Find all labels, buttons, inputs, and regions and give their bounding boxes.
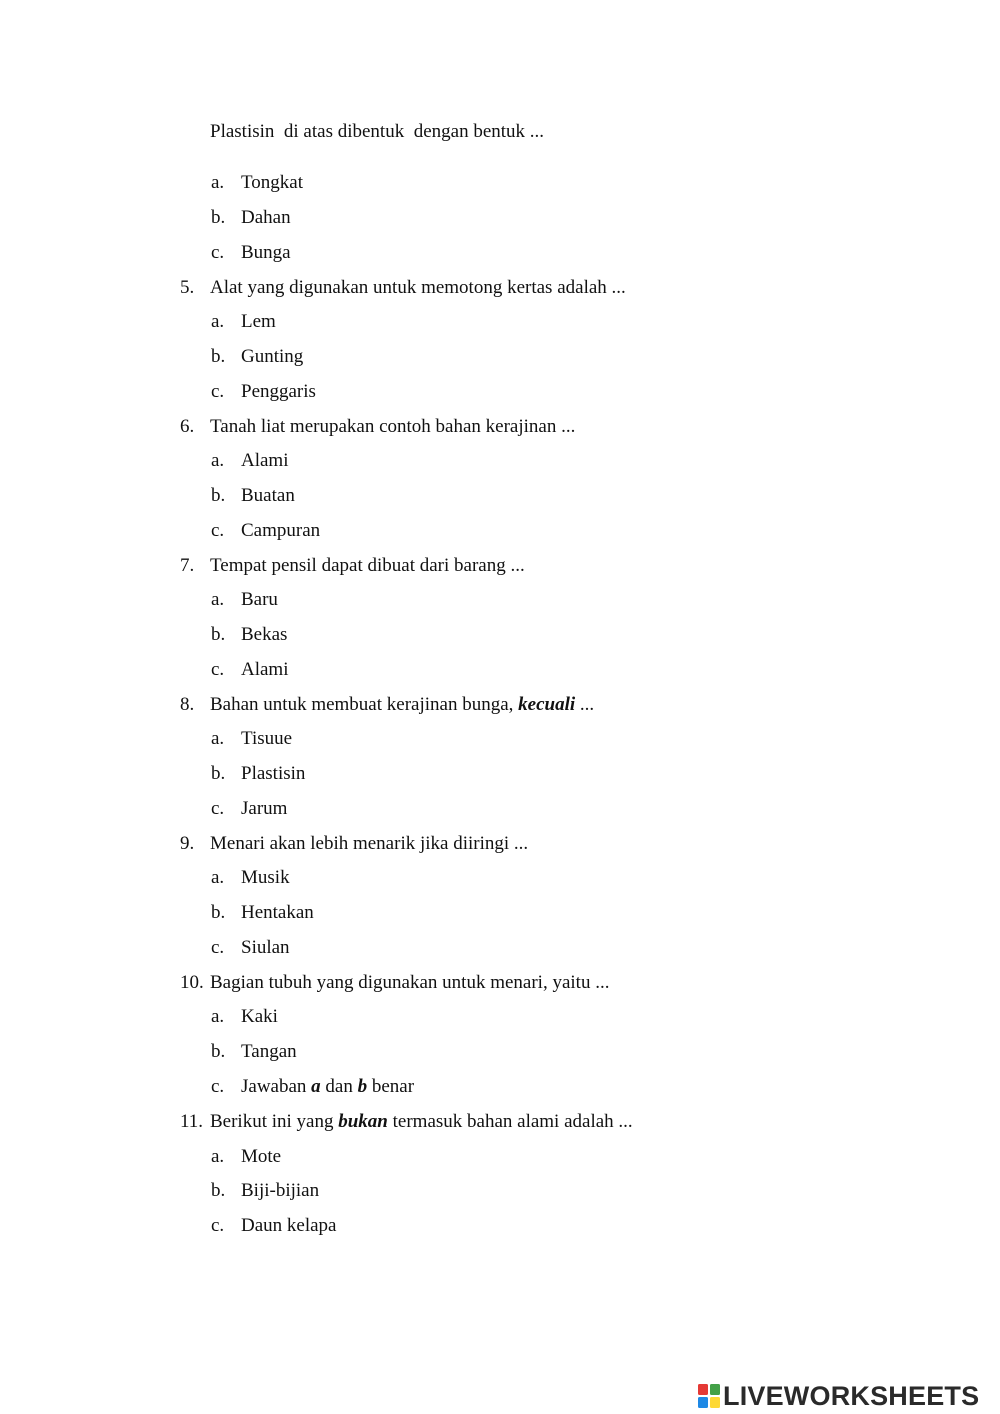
option-letter: a.: [211, 728, 225, 749]
question-4-stem: Plastisin di atas dibentuk dengan bentuk ...: [210, 121, 545, 142]
option-letter: c.: [211, 659, 225, 680]
option-text: Daun kelapa: [241, 1215, 337, 1236]
option-text: Dahan: [241, 207, 291, 228]
liveworksheets-wordmark: LIVEWORKSHEETS: [723, 1381, 980, 1411]
option-letter: a.: [211, 1146, 225, 1167]
option-letter: c.: [211, 1076, 225, 1097]
option-text: Tisuue: [241, 728, 293, 749]
option-text: Jarum: [241, 798, 288, 819]
question-text: Alat yang digunakan untuk memotong kertas adalah ...: [210, 277, 626, 298]
option-text-part: Jawaban: [241, 1076, 312, 1097]
question-number: 5.: [180, 277, 195, 298]
question-text-part: ...: [575, 694, 595, 715]
option-letter: c.: [211, 798, 225, 819]
option-letter: a.: [211, 1006, 225, 1027]
option-letter: c.: [211, 242, 225, 263]
question-text: [210, 694, 594, 716]
option-text: Kaki: [241, 1006, 278, 1027]
liveworksheets-brand: [697, 1378, 979, 1414]
option-text: Lem: [241, 311, 276, 332]
question-text: Tanah liat merupakan contoh bahan kerajinan ...: [210, 416, 576, 437]
option-letter: a.: [211, 589, 225, 610]
option-text: Buatan: [241, 485, 295, 506]
option-letter: b.: [211, 1180, 226, 1201]
question-number: 11.: [180, 1111, 204, 1132]
option-text: Penggaris: [241, 381, 316, 402]
option-text: Alami: [241, 659, 289, 680]
question-text: Bagian tubuh yang digunakan untuk menari, yaitu ...: [210, 972, 610, 993]
option-text: [241, 1076, 414, 1098]
option-text: Hentakan: [241, 902, 314, 923]
option-text: Mote: [241, 1146, 282, 1167]
option-letter: b.: [211, 207, 226, 228]
question-emphasis: kecuali: [518, 694, 576, 715]
question-text: Menari akan lebih menarik jika diiringi ...: [210, 833, 529, 854]
question-emphasis: bukan: [338, 1111, 388, 1132]
option-emphasis: b: [357, 1076, 368, 1097]
question-text: Tempat pensil dapat dibuat dari barang ...: [210, 555, 525, 576]
option-letter: b.: [211, 346, 226, 367]
option-text: Alami: [241, 450, 289, 471]
option-letter: a.: [211, 450, 225, 471]
option-letter: b.: [211, 763, 226, 784]
question-number: 7.: [180, 555, 195, 576]
option-letter: a.: [211, 172, 225, 193]
question-text-part: Berikut ini yang: [210, 1111, 339, 1132]
option-letter: c.: [211, 937, 225, 958]
question-number: 6.: [180, 416, 195, 437]
option-letter: c.: [211, 1215, 225, 1236]
option-letter: b.: [211, 902, 226, 923]
option-letter: b.: [211, 485, 226, 506]
option-letter: c.: [211, 381, 225, 402]
question-text-part: termasuk bahan alami adalah ...: [387, 1111, 633, 1132]
question-text-part: Bahan untuk membuat kerajinan bunga,: [210, 694, 519, 715]
option-letter: b.: [211, 1041, 226, 1062]
option-letter: b.: [211, 624, 226, 645]
option-text: Musik: [241, 867, 290, 888]
question-number: 9.: [180, 833, 195, 854]
question-number: 10.: [180, 972, 204, 993]
option-text-part: dan: [320, 1076, 358, 1097]
option-text-part: benar: [367, 1076, 415, 1097]
question-text: [210, 1111, 633, 1133]
option-emphasis: a: [311, 1076, 321, 1097]
option-text: Siulan: [241, 937, 290, 958]
question-number: 8.: [180, 694, 195, 715]
option-letter: a.: [211, 311, 225, 332]
option-text: Bekas: [241, 624, 288, 645]
option-text: Campuran: [241, 520, 321, 541]
option-letter: a.: [211, 867, 225, 888]
option-text: Tangan: [241, 1041, 297, 1062]
option-text: Plastisin: [241, 763, 306, 784]
option-text: Gunting: [241, 346, 304, 367]
option-text: Baru: [241, 589, 278, 610]
option-text: Biji-bijian: [241, 1180, 320, 1201]
option-text: Bunga: [241, 242, 291, 263]
liveworksheets-logo-icon: [697, 1383, 721, 1409]
option-letter: c.: [211, 520, 225, 541]
option-text: Tongkat: [241, 172, 303, 193]
